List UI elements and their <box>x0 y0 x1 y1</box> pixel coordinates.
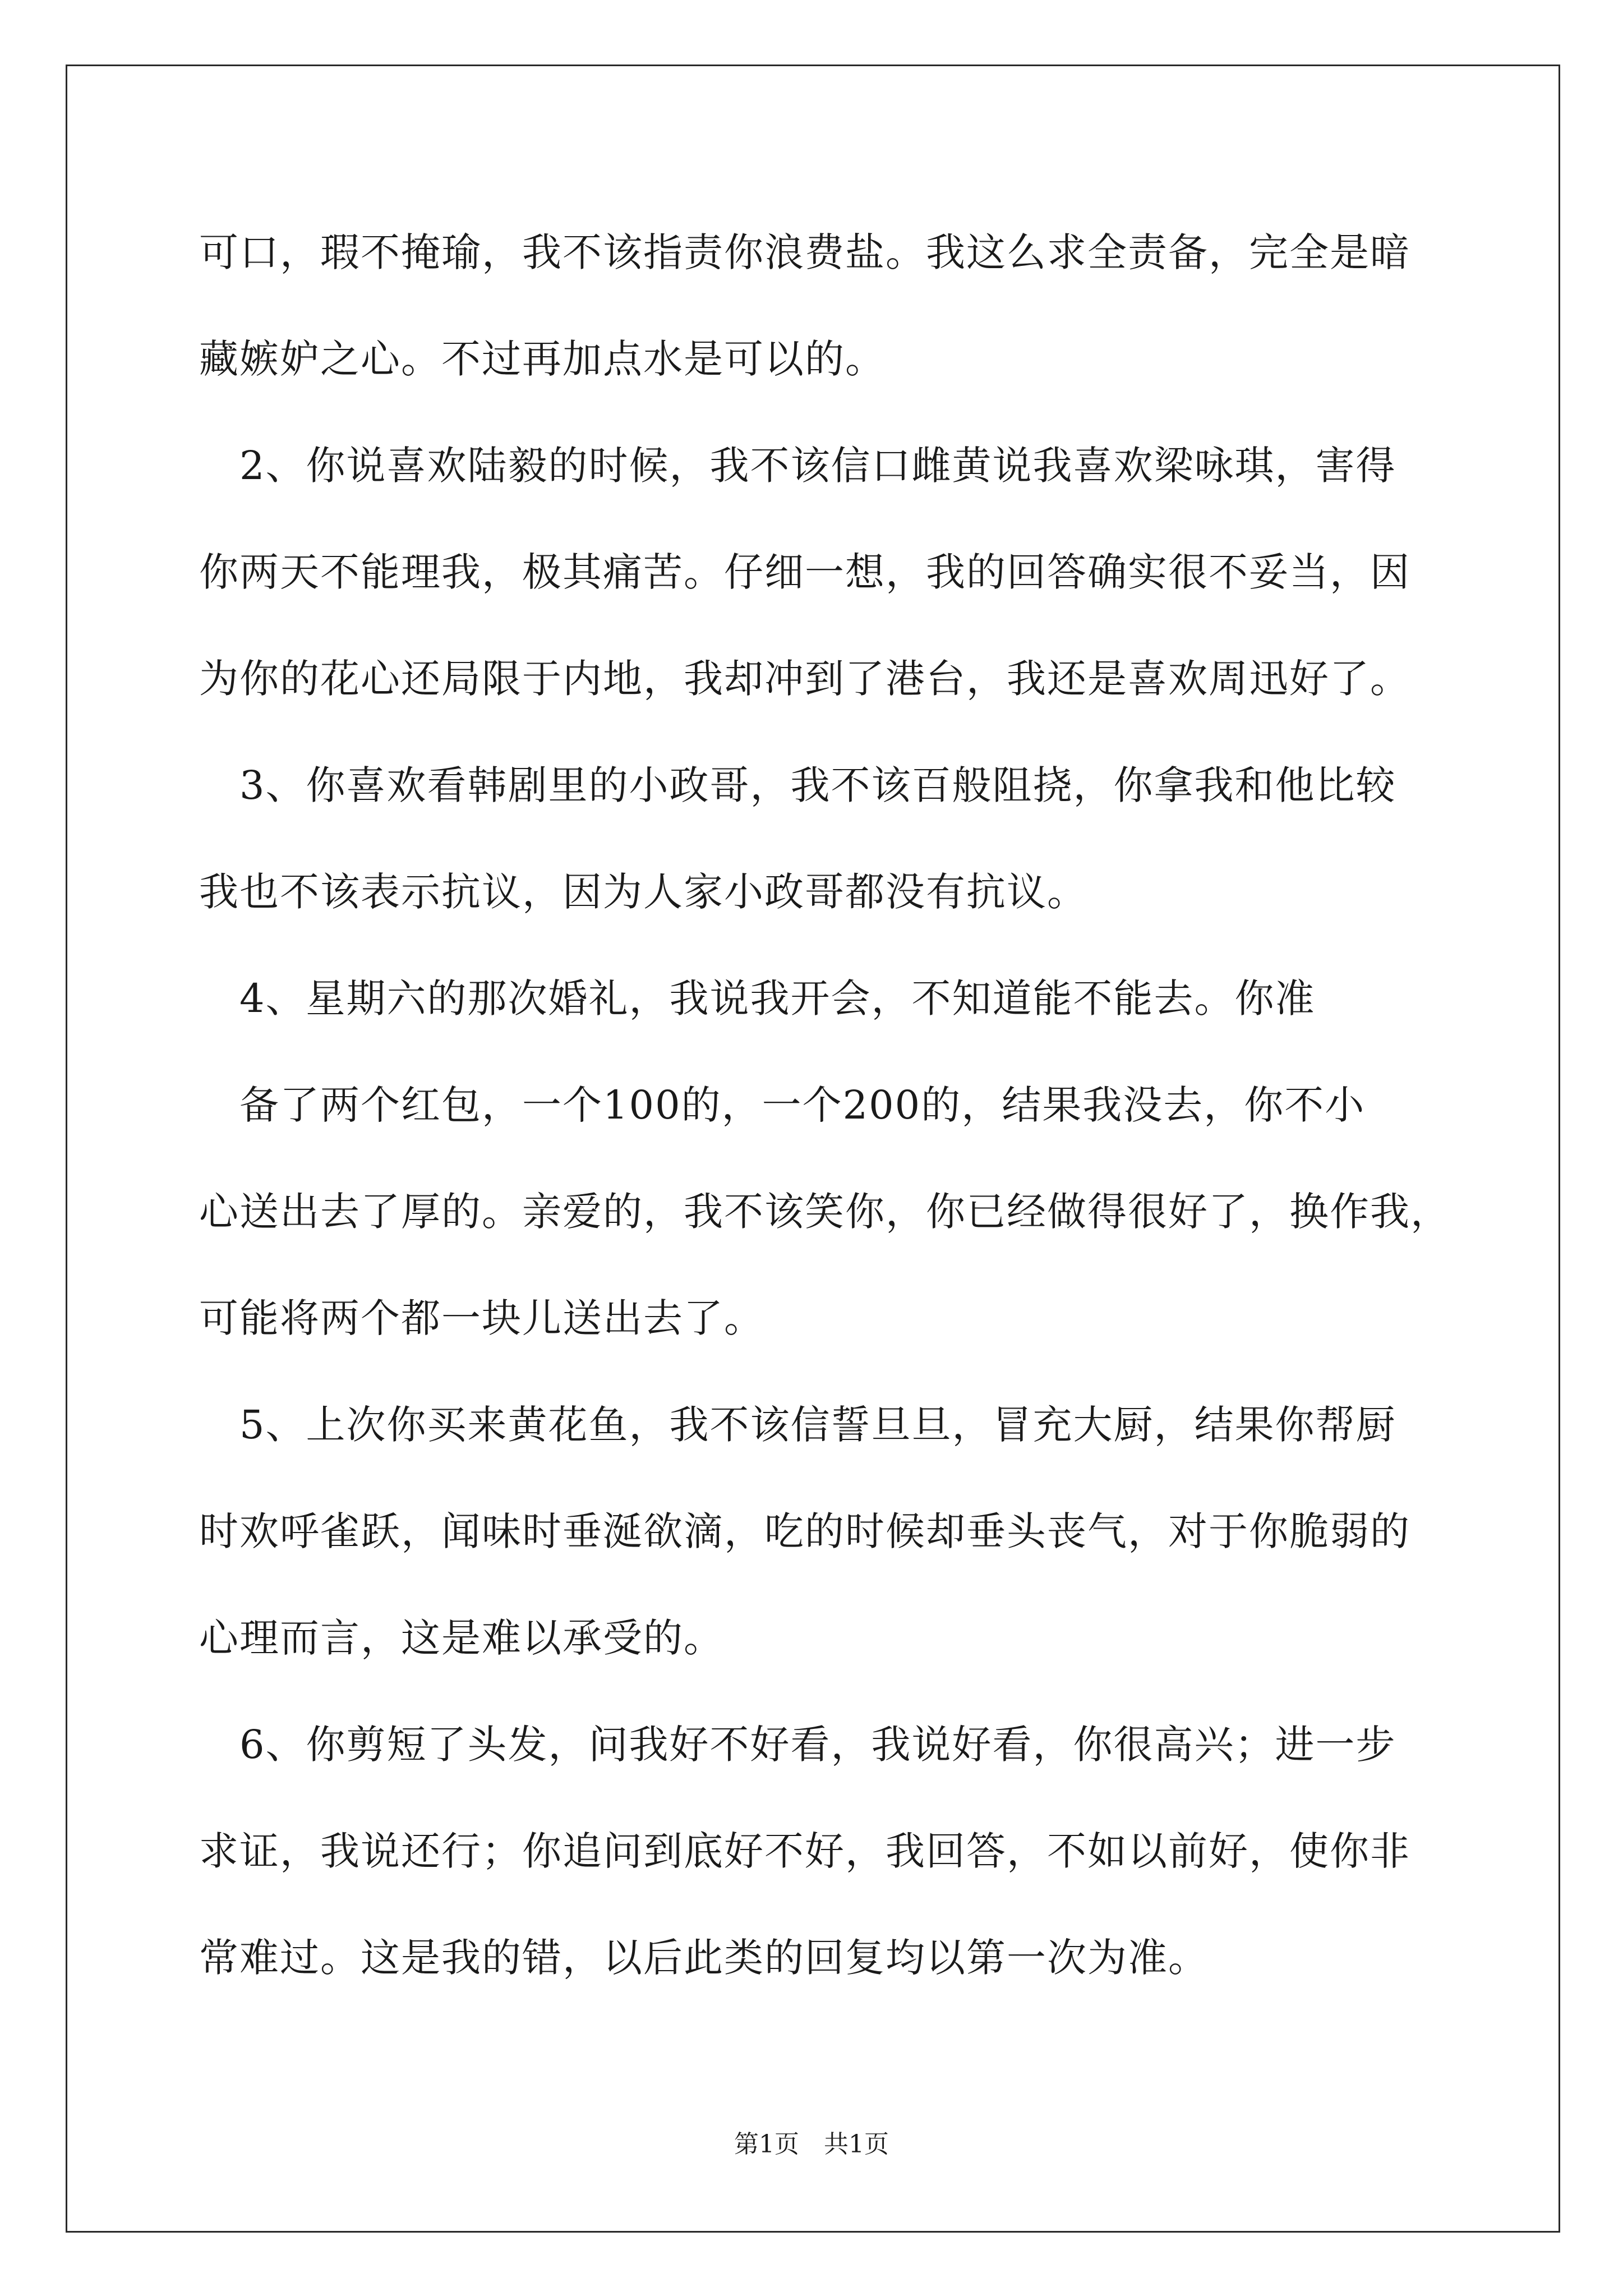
text-line: 备了两个红包，一个100的，一个200的，结果我没去，你不小 <box>199 1082 1366 1128</box>
text-line: 心理而言，这是难以承受的。 <box>199 1615 724 1661</box>
text-line: 3、你喜欢看韩剧里的小政哥，我不该百般阻挠，你拿我和他比较 <box>199 762 1396 808</box>
text-line: 5、上次你买来黄花鱼，我不该信誓旦旦，冒充大厨，结果你帮厨 <box>199 1402 1396 1448</box>
text-line: 2、你说喜欢陆毅的时候，我不该信口雌黄说我喜欢梁咏琪，害得 <box>199 443 1396 489</box>
text-line: 为你的花心还局限于内地，我却冲到了港台，我还是喜欢周迅好了。 <box>199 656 1410 702</box>
text-line: 可口，瑕不掩瑜，我不该指责你浪费盐。我这么求全责备，完全是暗 <box>199 229 1410 275</box>
text-line: 求证，我说还行；你追问到底好不好，我回答，不如以前好，使你非 <box>199 1828 1410 1874</box>
text-line: 你两天不能理我，极其痛苦。仔细一想，我的回答确实很不妥当，因 <box>199 549 1410 595</box>
text-line: 时欢呼雀跃，闻味时垂涎欲滴，吃的时候却垂头丧气，对于你脆弱的 <box>199 1508 1410 1554</box>
text-line: 6、你剪短了头发，问我好不好看，我说好看，你很高兴；进一步 <box>199 1722 1396 1768</box>
text-line: 4、星期六的那次婚礼，我说我开会，不知道能不能去。你准 <box>199 976 1316 1022</box>
text-line: 我也不该表示抗议，因为人家小政哥都没有抗议。 <box>199 869 1087 915</box>
page-number-footer: 第1页 共1页 <box>734 2130 889 2159</box>
text-line: 藏嫉妒之心。不过再加点水是可以的。 <box>199 336 886 382</box>
page-border <box>66 65 1560 2233</box>
text-line: 常难过。这是我的错，以后此类的回复均以第一次为准。 <box>199 1935 1209 1981</box>
text-line: 可能将两个都一块儿送出去了。 <box>199 1295 764 1341</box>
text-line: 心送出去了厚的。亲爱的，我不该笑你，你已经做得很好了，换作我， <box>199 1189 1451 1235</box>
